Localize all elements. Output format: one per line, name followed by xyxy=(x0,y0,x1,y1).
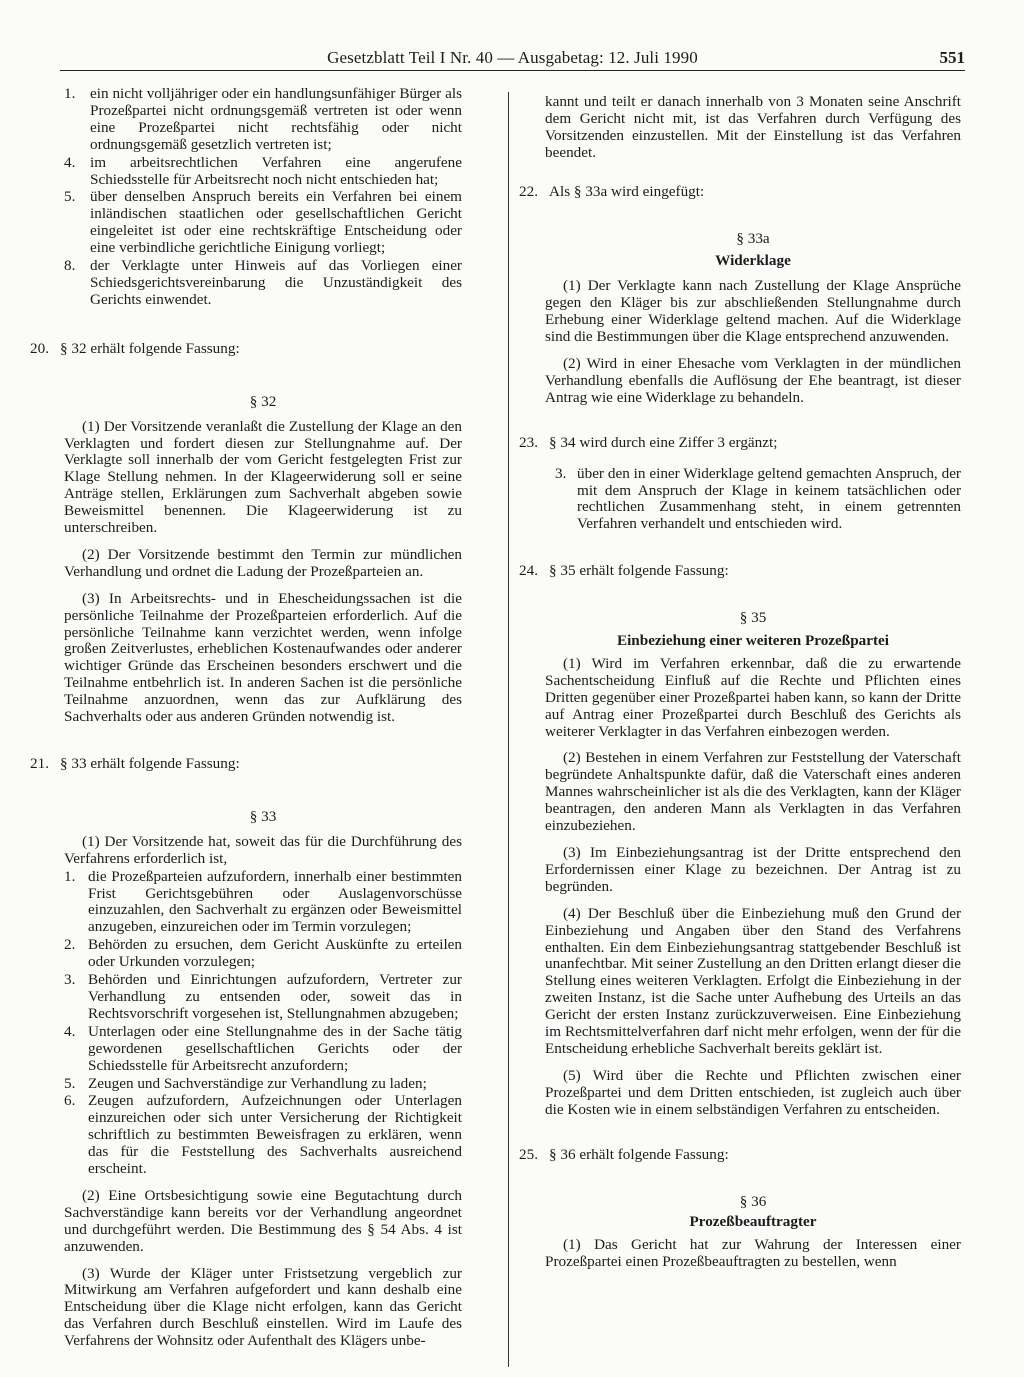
section-33-heading: § 33 xyxy=(249,807,277,825)
header-title: Gesetzblatt Teil I Nr. 40 — Ausgabetag: 12. Juli 1990 xyxy=(327,48,698,67)
list-item: 2. Behörden zu ersuchen, dem Gericht Auskünfte zu erteilen oder Urkunden vorzulegen; xyxy=(64,936,462,971)
section-36-title: Prozeßbeauftragter xyxy=(689,1213,817,1231)
section-33-intro: (1) Der Vorsitzende hat, soweit das für die Durchführung des Verfahrens erforderlich ist, xyxy=(64,832,462,867)
list-item: 3. über den in einer Widerklage geltend gemachten Anspruch, der mit dem Anspruch der Klage in keinem tatsächlichen oder rechtlichen Zusammenhang steht, in einem getrennten Verfahren verhandelt und entschieden wird. xyxy=(555,464,961,533)
section-36-heading: § 36 xyxy=(739,1192,767,1210)
section-33-para-3: (3) Wurde der Kläger unter Fristsetzung vergeblich zur Mitwirkung am Verfahren aufgefordert und kann deshalb eine Entscheidung über die Klage nicht erfolgen, kann das Gericht das Verfahren durch Beschluß einstellen. Wird im Laufe des Verfahrens der Wohnsitz oder Aufenthalt des Klägers unbe- xyxy=(64,1264,462,1350)
section-35-para-2: (2) Bestehen in einem Verfahren zur Feststellung der Vaterschaft begründete Anhaltspunkte dafür, daß die Vaterschaft eines anderen Mannes wahrscheinlicher ist als die des Verklagten, kann der Kläger beantragen, den anderen Mann als Verklagten in das Verfahren einzubeziehen. xyxy=(545,749,961,835)
section-32-para-1: (1) Der Vorsitzende veranlaßt die Zustellung der Klage an den Verklagten und fordert diesen zur Stellungnahme auf. Der Verklagte soll innerhalb der vom Gericht festgelegten Frist zur Klage Stellung nehmen. In der Klageerwiderung soll er seine Anträge stellen, Erklärungen zum Sachverhalt abgeben sowie Beweismittel benennen. Die Klageerwiderung ist zu unterschreiben. xyxy=(64,417,462,537)
amendment-21: 21. § 33 erhält folgende Fassung: xyxy=(30,755,240,772)
page-number: 551 xyxy=(939,48,965,67)
list-item: 3. Behörden und Einrichtungen aufzufordern, Vertreter zur Verhandlung zu entsenden oder, soweit das in Rechtsvorschrift vorgesehen ist, Stellungnahmen abzugeben; xyxy=(64,971,462,1022)
left-column xyxy=(30,85,462,1360)
column-divider xyxy=(508,92,509,1367)
section-35-para-1: (1) Wird im Verfahren erkennbar, daß die zu erwartende Sachentscheidung Einfluß auf die Rechte und Pflichten eines Dritten gegenüber einer Prozeßpartei haben kann, so kann der Dritte auf Antrag einer Prozeßpartei durch Beschluß des Gerichts als weiterer Verklagter in das Verfahren einbezogen werden. xyxy=(545,654,961,740)
section-33a-heading: § 33a xyxy=(736,229,770,247)
section-33a-para-2: (2) Wird in einer Ehesache vom Verklagten in der mündlichen Verhandlung ebenfalls die Auflösung der Ehe beantragt, ist dieser Antrag wie eine Widerklage zu behandeln. xyxy=(545,354,961,406)
continuation-text: kannt und teilt er danach innerhalb von 3 Monaten seine Anschrift dem Gericht nicht mit, ist das Verfahren durch Verfügung des Vorsitzenden einzustellen. Mit der Einstellung ist das Verfahren beendet. xyxy=(545,93,961,161)
list-item: 8. der Verklagte unter Hinweis auf das Vorliegen einer Schiedsgerichtsvereinbarung die Unzuständigkeit des Gerichts einwendet. xyxy=(64,257,462,308)
list-item: 4. im arbeitsrechtlichen Verfahren eine angerufene Schiedsstelle für Arbeitsrecht noch nicht entschieden hat; xyxy=(64,153,462,188)
section-32-heading: § 32 xyxy=(249,392,277,410)
section-33-para-2: (2) Eine Ortsbesichtigung sowie eine Begutachtung durch Sachverständige kann bereits vor der Verhandlung angeordnet und durchgeführt werden. Die Bestimmung des § 54 Abs. 4 ist anzuwenden. xyxy=(64,1186,462,1255)
list-item: 5. Zeugen und Sachverständige zur Verhandlung zu laden; xyxy=(64,1074,427,1092)
amendment-23: 23. § 34 wird durch eine Ziffer 3 ergänzt; xyxy=(519,433,778,451)
section-35-para-3: (3) Im Einbeziehungsantrag ist der Dritte entsprechend den Erfordernissen einer Klage zu bezeichnen. Der Antrag ist zu begründen. xyxy=(545,844,961,895)
section-36-para-1: (1) Das Gericht hat zur Wahrung der Interessen einer Prozeßpartei einen Prozeßbeauftragten zu bestellen, wenn xyxy=(545,1236,961,1271)
section-35-title: Einbeziehung einer weiteren Prozeßpartei xyxy=(616,632,890,650)
list-item: 1. ein nicht volljähriger oder ein handlungsunfähiger Bürger als Prozeßpartei nicht ordnungsgemäß vertreten ist oder wenn eine Prozeßpartei nicht rechtsfähig oder nicht ordnungsgemäß gesetzlich vertreten ist; xyxy=(64,85,462,153)
section-35-heading: § 35 xyxy=(739,609,767,627)
page-header xyxy=(60,48,965,71)
list-item: 6. Zeugen aufzufordern, Aufzeichnungen oder Unterlagen einzureichen oder sich unter Versicherung der Richtigkeit schriftlich zu bestimmten Beweisfragen zu erklären, wenn das für die Feststellung des Sachverhalts ausreichend erscheint. xyxy=(64,1092,462,1178)
amendment-20: 20. § 32 erhält folgende Fassung: xyxy=(30,339,240,357)
section-32-para-2: (2) Der Vorsitzende bestimmt den Termin zur mündlichen Verhandlung und ordnet die Ladung der Prozeßparteien an. xyxy=(64,545,462,580)
section-32-para-3: (3) In Arbeitsrechts- und in Ehescheidungssachen ist die persönliche Teilnahme der Prozeßparteien erforderlich. Auf die persönliche Teilnahme kann verzichtet werden, wenn infolge großen Zeitverlustes, erheblichen Kostenaufwandes oder anderer wichtiger Gründe das Erscheinen besonders erschwert und die Teilnahme entbehrlich ist. In anderen Sachen ist die persönliche Teilnahme anzuordnen, wenn das zur Aufklärung des Sachverhalts oder aus anderen Gründen notwendig ist. xyxy=(64,589,462,726)
section-33a-title: Widerklage xyxy=(715,252,791,270)
section-35-para-5: (5) Wird über die Rechte und Pflichten zwischen einer Prozeßpartei und dem Dritten entschieden, ist zugleich auch über die Kosten wie in einem selbständigen Verfahren zu entscheiden. xyxy=(545,1066,961,1118)
amendment-22: 22. Als § 33a wird eingefügt: xyxy=(519,182,705,200)
amendment-24: 24. § 35 erhält folgende Fassung: xyxy=(519,562,729,580)
list-item: 4. Unterlagen oder eine Stellungnahme des in der Sache tätig gewordenen gesellschaftlichen Gerichts oder der Schiedsstelle für Arbeitsrecht anzufordern; xyxy=(64,1022,462,1074)
right-column xyxy=(519,88,961,1281)
section-35-para-4: (4) Der Beschluß über die Einbeziehung muß den Grund der Einbeziehung und Angaben über den Stand des Verfahrens enthalten. Ein dem Einbeziehungsantrag stattgebender Beschluß ist unanfechtbar. Mit seiner Zustellung an den Dritten erlangt dieser die Stellung eines weiteren Verklagten. Erfolgt die Einbeziehung in der zweiten Instanz, ist die Sache unter Aufhebung des Urteils an das Gericht der ersten Instanz zurückzuverweisen. Eine Einbeziehung im Rechtsmittelverfahren darf nicht mehr erfolgen, wenn der für die Entscheidung erhebliche Sachverhalt bereits geklärt ist. xyxy=(545,904,961,1057)
list-item: 1. die Prozeßparteien aufzufordern, innerhalb einer bestimmten Frist Gerichtsgebühren oder Auslagenvorschüsse einzuzahlen, den Sachverhalt zu ergänzen oder Beweismittel anzugeben, einzureichen oder im Termin vorzulegen; xyxy=(64,867,462,936)
amendment-25: 25. § 36 erhält folgende Fassung: xyxy=(519,1145,729,1163)
section-33a-para-1: (1) Der Verklagte kann nach Zustellung der Klage Ansprüche gegen den Kläger bis zur abschließenden Stellungnahme durch Erhebung einer Widerklage geltend machen. Auf die Widerklage sind die Bestimmungen über die Klage entsprechend anzuwenden. xyxy=(545,277,961,346)
list-item: 5. über denselben Anspruch bereits ein Verfahren bei einem inländischen staatlichen oder gesellschaftlichen Gericht eingeleitet ist oder eine rechtskräftige Entscheidung oder eine verbindliche gerichtliche Einigung vorliegt; xyxy=(64,188,462,257)
